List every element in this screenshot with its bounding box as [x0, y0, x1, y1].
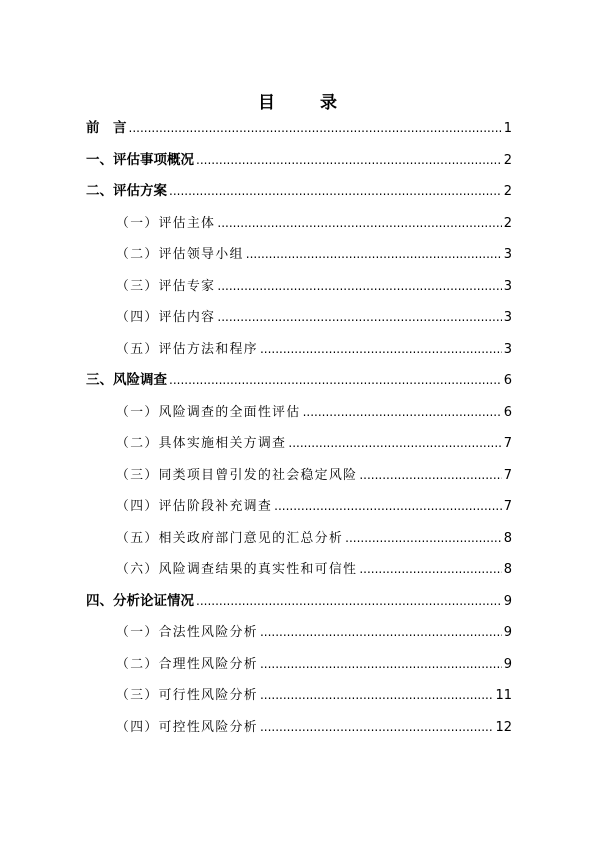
toc-entry-title: （一）合法性风险分析	[116, 625, 258, 640]
toc-entry-section[interactable]	[86, 554, 512, 586]
toc-page-number: 2	[503, 152, 512, 168]
toc-entry-section[interactable]	[86, 208, 512, 240]
toc-page-number: 9	[503, 656, 512, 672]
toc-page-number: 2	[503, 215, 512, 231]
toc-entry-title: （二）合理性风险分析	[116, 656, 258, 672]
toc-entry-section[interactable]	[86, 712, 512, 744]
toc-dot-leader	[196, 145, 502, 177]
toc-dot-leader	[303, 397, 502, 429]
toc-entry-section[interactable]	[86, 334, 512, 366]
toc-entry-chapter[interactable]	[86, 365, 512, 397]
toc-entry-section[interactable]	[86, 239, 512, 271]
toc-entry-title: （五）相关政府部门意见的汇总分析	[116, 530, 344, 546]
toc-entry-title: 前 言	[86, 120, 127, 136]
toc-dot-leader	[196, 586, 502, 618]
toc-entry-chapter[interactable]	[86, 113, 512, 145]
toc-entry-section[interactable]	[86, 491, 512, 523]
toc-entry-title: 一、评估事项概况	[86, 151, 194, 168]
toc-entry-chapter[interactable]	[86, 176, 512, 208]
toc-entry-title: （三）评估专家	[116, 278, 216, 294]
toc-entry-title: （三）同类项目曾引发的社会稳定风险	[116, 467, 358, 483]
toc-entry-title: （四）评估阶段补充调查	[116, 499, 273, 514]
toc-page-number: 8	[503, 530, 512, 546]
toc-entry-title: （三）可行性风险分析	[116, 688, 258, 703]
toc-page-number: 2	[503, 184, 512, 199]
toc-page-number: 6	[503, 404, 512, 420]
toc-entry-section[interactable]	[86, 523, 512, 555]
toc-entry-section[interactable]	[86, 617, 512, 649]
toc-dot-leader	[345, 523, 502, 555]
toc-entry-section[interactable]	[86, 302, 512, 334]
toc-entry-chapter[interactable]	[86, 586, 512, 618]
toc-page-number: 7	[503, 436, 512, 451]
toc-entry-title: 二、评估方案	[86, 183, 167, 199]
page-title: 目 录	[258, 93, 351, 113]
toc-page-number: 1	[503, 121, 512, 136]
toc-entry-title: （一）风险调查的全面性评估	[116, 404, 301, 420]
toc-entry-section[interactable]	[86, 460, 512, 492]
toc-entry-chapter[interactable]	[86, 145, 512, 177]
toc-entry-title: （四）评估内容	[116, 310, 216, 325]
toc-entry-section[interactable]	[86, 649, 512, 681]
toc-dot-leader	[260, 712, 493, 744]
toc-page-number: 3	[503, 247, 512, 262]
toc-entry-section[interactable]	[86, 428, 512, 460]
toc-dot-leader	[217, 271, 501, 303]
toc-page-number: 9	[503, 593, 512, 609]
toc-dot-leader	[217, 302, 501, 334]
toc-dot-leader	[288, 428, 501, 460]
toc-entry-title: 三、风险调查	[86, 372, 167, 388]
toc-dot-leader	[217, 208, 501, 240]
toc-dot-leader	[129, 113, 502, 145]
toc-dot-leader	[260, 334, 502, 366]
toc-dot-leader	[246, 239, 502, 271]
toc-entry-section[interactable]	[86, 680, 512, 712]
toc-dot-leader	[359, 554, 501, 586]
toc-dot-leader	[260, 617, 502, 649]
toc-page-number: 8	[503, 562, 512, 577]
toc-dot-leader	[359, 460, 501, 492]
toc-entry-title: （一）评估主体	[116, 215, 216, 231]
toc-page-number: 3	[503, 310, 512, 325]
toc-page-number: 7	[503, 467, 512, 483]
toc-page-number: 7	[503, 499, 512, 514]
toc-dot-leader	[169, 176, 502, 208]
toc-entry-title: （四）可控性风险分析	[116, 719, 258, 735]
toc-entry-title: （二）评估领导小组	[116, 247, 244, 262]
toc-page-number: 6	[503, 373, 512, 388]
toc-page-number: 11	[495, 688, 512, 703]
toc-page-number: 12	[495, 719, 512, 735]
toc-page-number: 3	[503, 341, 512, 357]
table-of-contents	[86, 113, 512, 743]
toc-dot-leader	[274, 491, 502, 523]
toc-page-number: 9	[503, 625, 512, 640]
toc-entry-title: 四、分析论证情况	[86, 592, 194, 609]
toc-entry-title: （二）具体实施相关方调查	[116, 436, 287, 451]
toc-entry-title: （六）风险调查结果的真实性和可信性	[116, 562, 358, 577]
toc-dot-leader	[260, 649, 502, 681]
toc-page-number: 3	[503, 278, 512, 294]
toc-entry-title: （五）评估方法和程序	[116, 341, 258, 357]
toc-dot-leader	[169, 365, 502, 397]
toc-entry-section[interactable]	[86, 397, 512, 429]
toc-entry-section[interactable]	[86, 271, 512, 303]
toc-dot-leader	[260, 680, 493, 712]
